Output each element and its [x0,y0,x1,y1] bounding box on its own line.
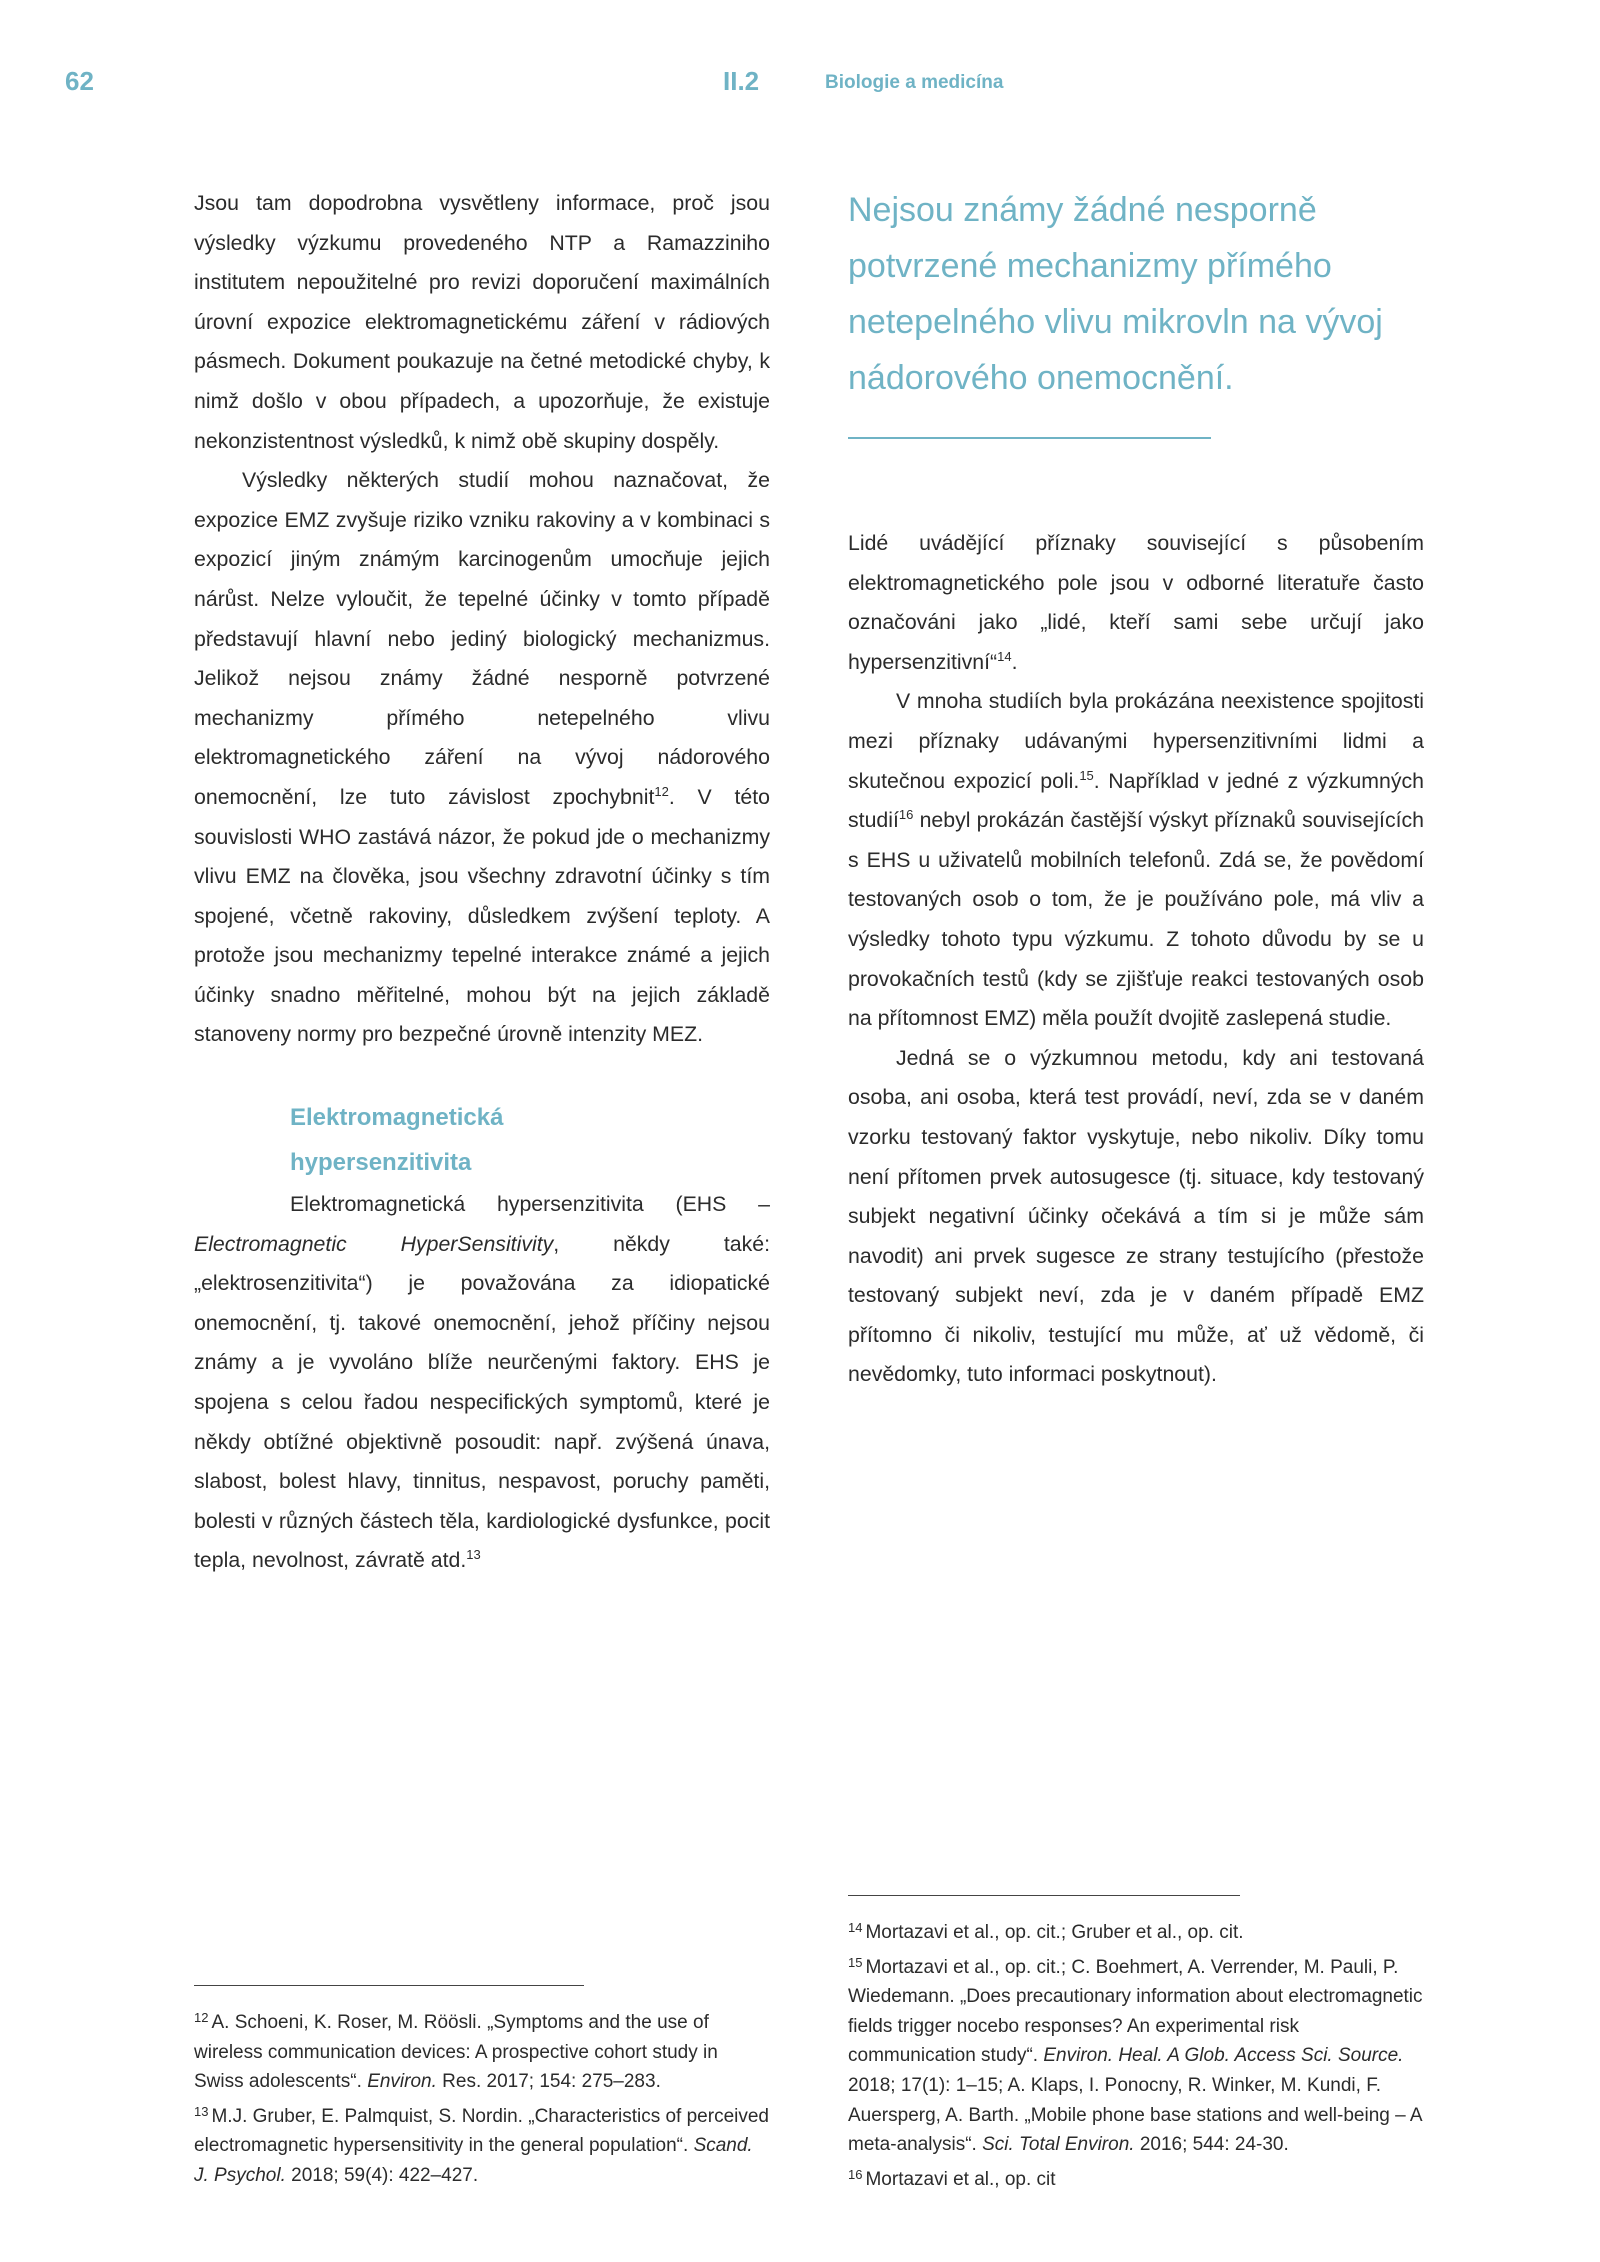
subheading [290,1095,770,1185]
journal-name: Environ. Heal. A Glob. Access Sci. Source. [1043,2045,1404,2067]
footnote-text: Mortazavi et al., op. cit.; C. Boehmert, A. Verrender, M. Pauli, P. Wiedemann. „Does precautionary information about electromagnetic fields trigger nocebo responses? An experimental risk communication study“. [848,1956,1423,2067]
paragraph-text: Jedná se o výzkumnou metodu, kdy ani testovaná osoba, ani osoba, která test provádí, neví, zda se v daném vzorku testovaný faktor vyskytuje, nebo nikoliv. Díky tomu není přítomen prvek autosugesce (tj. situace, kdy testovaný subjekt negativní účinky očekává a tím si je může sám navodit) ani prvek sugesce ze strany testujícího (přestože testovaný subjekt neví, zda je v daném případě EMZ přítomno či nikoliv, testující mu může, ať už vědomě, či nevědomky, tuto informaci poskytnout). [848,1045,1424,1387]
paragraph-text: . [1011,649,1018,674]
section-title: Biologie a medicína [825,72,1004,93]
footnotes-right [848,1913,1424,2194]
footnote-ref: 16 [898,807,914,823]
footnotes-left [194,2003,770,2191]
footnote [848,1948,1424,2160]
footnote [848,1913,1424,1948]
paragraph-text: Jsou tam dopodrobna vysvětleny informace, proč jsou výsledky výzkumu provedeného NTP a Ramazziniho institutem nepoužitelné pro revizi doporučení maximálních úrovní expozice elektromagnetickému záření v rádiových pásmech. Dokument poukazuje na četné metodické chyby, k nimž došlo v obou případech, a upozorňuje, že existuje nekonzistentnost výsledků, k nimž obě skupiny dospěly. [194,191,770,453]
footnote-separator [194,1985,584,1986]
footnote-text: A. Schoeni, K. Roser, M. Röösli. „Symptoms and the use of wireless communication devices: A prospective cohort study in Swiss adolescents“. [194,2012,718,2093]
paragraph [848,1039,1424,1395]
left-column [194,184,770,1581]
paragraph [848,682,1424,1038]
footnote-ref: 15 [1079,767,1094,783]
footnote-text: M.J. Gruber, E. Palmquist, S. Nordin. „Characteristics of perceived electromagnetic hypersensitivity in the general population“. [194,2105,769,2157]
footnote-number: 15 [848,1954,863,1970]
footnote-text: Res. 2017; 154: 275–283. [436,2071,661,2093]
paragraph [194,461,770,1055]
paragraph-text: . V této souvislosti WHO zastává názor, že pokud jde o mechanizmy vlivu EMZ na člověka, jsou všechny zdravotní účinky s tím spojené, včetně rakoviny, důsledkem zvýšení teploty. A protože jsou mechanizmy tepelné interakce známé a jejich účinky snadno měřitelné, mohou být na jejich základě stanoveny normy pro bezpečné úrovně intenzity MEZ. [194,784,770,1047]
pull-quote: Nejsou známy žádné nesporně potvrzené mechanizmy přímého netepelného vlivu mikrovln na vývoj nádorového onemocnění. [848,191,1383,397]
footnote-text: Mortazavi et al., op. cit.; Gruber et al., op. cit. [865,1922,1244,1943]
footnote-text: 2016; 544: 24-30. [1134,2134,1289,2156]
footnote-text: 2018; 59(4): 422–427. [285,2164,479,2186]
footnote-text: 2018; 17(1): 1–15; A. Klaps, I. Ponocny, R. Winker, M. Kundi, F. Auersperg, A. Barth. „Mobile phone base stations and well-being – A meta-analysis“. [848,2074,1422,2156]
paragraph-text: nebyl prokázán častější výskyt příznaků souvisejících s EHS u uživatelů mobilních telefonů. Zdá se, že povědomí testovaných osob o tom, že je používáno pole, má vliv a výsledky tohoto typu výzkumu. Z tohoto důvodu by se u provokačních testů (kdy se zjišťuje reakci testovaných osob na přítomnost EMZ) měla použít dvojitě zaslepená studie. [848,808,1424,1031]
paragraph-text: Elektromagnetická hypersenzitivita (EHS – [290,1192,770,1217]
page-number: 62 [65,66,94,96]
pull-quote-rule [848,437,1211,439]
subheading-line: hypersenzitivita [290,1149,472,1177]
paragraph-text: . Například v jedné z výzkumných studií [848,768,1424,833]
footnote [194,2003,770,2097]
footnote-number: 12 [194,2010,209,2025]
subheading-line: Elektromagnetická [290,1104,504,1132]
footnote-ref: 13 [466,1547,481,1563]
footnote [194,2097,770,2191]
paragraph-text: Lidé uvádějící příznaky související s působením elektromagnetického pole jsou v odborné literatuře často označováni jako „lidé, kteří sami sebe určují jako hypersenzitivní“ [848,531,1424,674]
journal-name: Sci. Total Environ. [982,2134,1135,2156]
paragraph-text: Výsledky některých studií mohou naznačovat, že expozice EMZ zvyšuje riziko vzniku rakoviny a v kombinaci s expozicí jiným známým karcinogenům umocňuje jejich nárůst. Nelze vyloučit, že tepelné účinky v tomto případě představují hlavní nebo jediný biologický mechanizmus. Jelikož nejsou známy žádné nesporně potvrzené mechanizmy přímého netepelného vlivu elektromagnetického záření na vývoj nádorového onemocnění, lze tuto závislost zpochybnit [194,468,770,809]
paragraph-text: V mnoha studiích byla prokázána neexistence spojitosti mezi příznaky udávanými hypersenzitivními lidmi a skutečnou expozicí poli. [848,689,1424,793]
paragraph-text: , někdy také: „elektrosenzitivita“) je považována za idiopatické onemocnění, tj. takové onemocnění, jehož příčiny nejsou známy a je vyvoláno blíže neurčenými faktory. EHS je spojena s celou řadou nespecifických symptomů, které je někdy obtížné objektivně posoudit: např. zvýšená únava, slabost, bolest hlavy, tinnitus, nespavost, poruchy paměti, bolesti v různých částech těla, kardiologické dysfunkce, pocit tepla, nevolnost, závratě atd. [194,1231,770,1573]
paragraph [848,524,1424,682]
italic-term: Electromagnetic HyperSensitivity [194,1231,554,1256]
section-number: II.2 [723,66,760,96]
footnote-number: 13 [194,2103,209,2119]
footnote-ref: 12 [654,783,669,799]
footnote-ref: 14 [997,648,1012,664]
journal-name: Environ. [367,2071,437,2093]
right-column [848,524,1424,1395]
footnote-text: Mortazavi et al., op. cit [865,2168,1056,2190]
footnote-number: 14 [848,1920,863,1935]
page-header [0,66,1600,106]
footnote-number: 16 [848,2166,863,2182]
footnote-separator [848,1895,1240,1896]
footnote [848,2160,1424,2195]
paragraph [194,1185,770,1581]
journal-name: Scand. J. Psychol. [194,2135,753,2186]
paragraph [194,184,770,461]
